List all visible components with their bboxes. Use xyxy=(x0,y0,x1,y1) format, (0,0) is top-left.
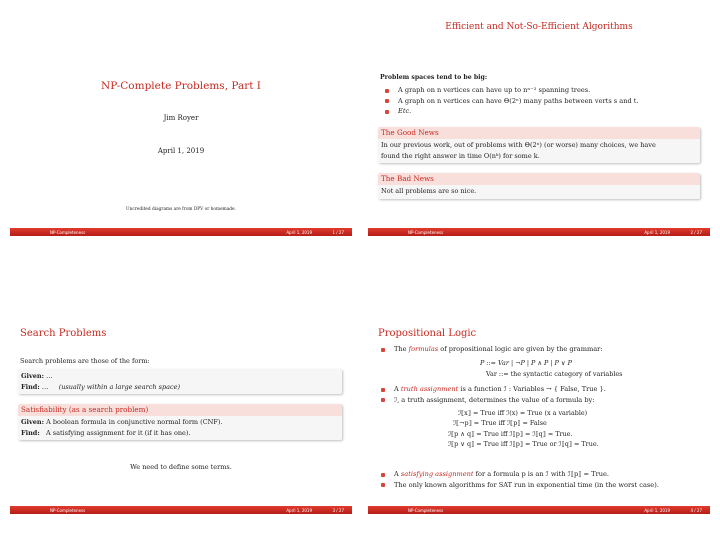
text: for a formula p is an ℐ with ℐ⟦p⟧ = True. xyxy=(475,470,609,478)
block-title: The Bad News xyxy=(378,173,700,185)
text: is a function ℐ : Variables → { False, True }. xyxy=(460,385,606,393)
footer-date: April 1, 2019 xyxy=(286,507,312,513)
given-label: Given: xyxy=(21,418,45,426)
text: A xyxy=(394,385,399,393)
block-text: Not all problems are so nice. xyxy=(378,185,700,199)
slide-4 xyxy=(368,278,710,514)
list-item: Etc. xyxy=(384,106,704,117)
footer-page: 2 / 27 xyxy=(690,229,702,235)
given-text: … xyxy=(46,372,53,380)
intro-text: Search problems are those of the form: xyxy=(20,357,150,365)
search-problem-block xyxy=(18,369,342,394)
term: formulas xyxy=(408,345,439,353)
list-item xyxy=(380,384,706,395)
equation: ℐ⟦¬p⟧ = True iff ℐ⟦p⟧ = False xyxy=(453,419,547,428)
grammar-line: P ::= Var | ¬P | P ∧ P | P ∨ P xyxy=(480,359,572,367)
footer-date: April 1, 2019 xyxy=(644,507,670,513)
footer xyxy=(368,228,710,236)
bullet-list xyxy=(380,344,706,355)
block-title: Satisfiability (as a search problem) xyxy=(18,404,342,416)
find-label: Find: xyxy=(21,382,40,391)
footer-title: NP-Completeness xyxy=(408,229,444,235)
list-item: ℐ, a truth assignment, determines the value of a formula by: xyxy=(380,395,706,406)
equation: ℐ⟦p ∧ q⟧ = True iff ℐ⟦p⟧ = ℐ⟦q⟧ = True. xyxy=(448,429,573,438)
find-label: Find: xyxy=(21,428,40,437)
slide-title: Propositional Logic xyxy=(378,328,477,339)
slide-title: NP-Complete Problems, Part I xyxy=(101,80,261,92)
footer-title: NP-Completeness xyxy=(50,229,86,235)
footer xyxy=(10,506,352,514)
find-text: … xyxy=(41,382,49,391)
given-label: Given: xyxy=(21,372,45,380)
footer xyxy=(368,506,710,514)
good-news-block xyxy=(378,127,700,163)
credit-note: Uncredited diagrams are from DPV or homemade. xyxy=(126,207,236,212)
block-title: The Good News xyxy=(378,127,700,139)
footer-page: 1 / 27 xyxy=(332,229,344,235)
slide-3 xyxy=(10,278,352,514)
footer-date: April 1, 2019 xyxy=(644,229,670,235)
equation: ℐ⟦x⟧ = True iff ℐ(x) = True (x a variable) xyxy=(458,409,588,417)
closing-text: We need to define some terms. xyxy=(130,463,232,471)
footer-title: NP-Completeness xyxy=(50,507,86,513)
grammar-line: Var ::= the syntactic category of variables xyxy=(486,370,623,378)
date: April 1, 2019 xyxy=(157,147,205,155)
text: of propositional logic are given by the grammar: xyxy=(440,345,603,353)
given-text: A boolean formula in conjunctive normal form (CNF). xyxy=(46,418,223,426)
sat-block xyxy=(18,404,342,440)
equation: ℐ⟦p ∨ q⟧ = True iff ℐ⟦p⟧ = True or ℐ⟦q⟧ = True. xyxy=(448,439,599,448)
find-text: A satisfying assignment for it (if it has one). xyxy=(45,428,191,437)
text: The xyxy=(394,345,407,353)
footer-title: NP-Completeness xyxy=(408,507,444,513)
author: Jim Royer xyxy=(163,114,199,122)
list-item: A graph on n vertices can have Θ(2ⁿ) many paths between verts s and t. xyxy=(384,96,704,107)
term: truth assignment xyxy=(400,385,459,393)
footer-date: April 1, 2019 xyxy=(286,229,312,235)
semantics-equations xyxy=(448,408,708,449)
intro-text: Problem spaces tend to be big: xyxy=(380,74,488,81)
term: satisfying assignment xyxy=(400,470,474,478)
list-item xyxy=(380,469,710,480)
footer xyxy=(10,228,352,236)
bullet-list xyxy=(384,85,704,117)
list-item xyxy=(380,344,706,355)
slide-title: Search Problems xyxy=(20,328,107,339)
slide-title: Efficient and Not-So-Efficient Algorithms xyxy=(445,22,633,32)
text: A xyxy=(394,470,399,478)
bullet-list xyxy=(380,384,706,405)
block-text: In our previous work, out of problems with Θ(2ⁿ) (or worse) many choices, we have xyxy=(381,141,656,149)
slide-1 xyxy=(10,0,352,236)
bad-news-block xyxy=(378,173,700,199)
list-item: The only known algorithms for SAT run in exponential time (in the worst case). xyxy=(380,480,710,491)
footer-page: 3 / 27 xyxy=(332,507,344,513)
find-note: (usually within a large search space) xyxy=(58,382,181,391)
footer-page: 4 / 27 xyxy=(690,507,702,513)
bullet-list xyxy=(380,469,710,490)
slide-2 xyxy=(368,0,710,236)
list-item: A graph on n vertices can have up to nⁿ⁻² spanning trees. xyxy=(384,85,704,96)
block-text: found the right answer in time O(nᵏ) for some k. xyxy=(381,151,540,160)
